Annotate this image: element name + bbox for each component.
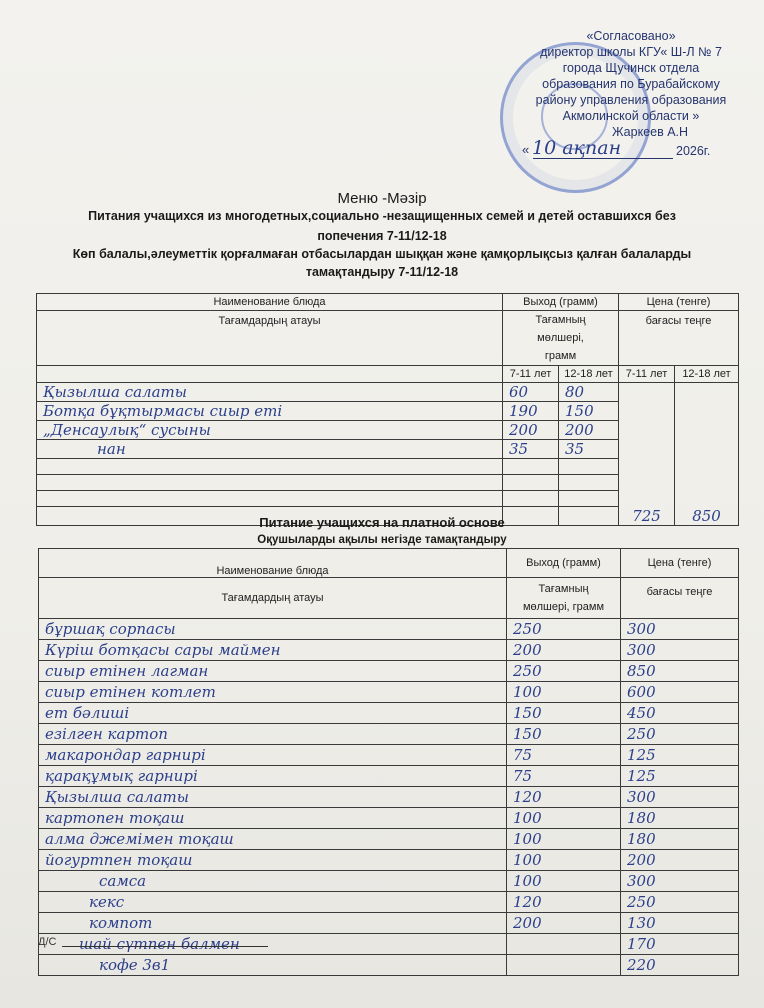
approval-line: Акмолинской области »	[562, 109, 700, 123]
table-row	[39, 640, 739, 661]
menu-title: Меню -Мәзір	[337, 190, 427, 207]
header-name-ru: Наименование блюда	[37, 294, 503, 311]
ds-label: Д/С	[38, 936, 57, 948]
yield-7-11: 200	[503, 421, 559, 440]
table-row	[39, 787, 739, 808]
dish-name: компот	[39, 913, 507, 934]
table-row	[39, 661, 739, 682]
table-row	[39, 766, 739, 787]
approval-line: города Щучинск отдела	[562, 61, 700, 75]
date-year: 2026г.	[676, 144, 711, 158]
header-price-ru: Цена (тенге)	[619, 294, 739, 311]
empty-cell	[559, 459, 619, 475]
dish-name: кофе 3в1	[39, 955, 507, 976]
dish-name: Қызылша салаты	[37, 383, 503, 402]
table-row	[39, 955, 739, 976]
empty-cell	[559, 475, 619, 491]
table-row	[39, 703, 739, 724]
yield: 120	[507, 787, 621, 808]
header-price-kz: бағасы теңге	[621, 578, 739, 619]
free-meal-table	[36, 293, 739, 526]
yield: 120	[507, 892, 621, 913]
yield: 100	[507, 682, 621, 703]
dish-name: бұршақ сорпасы	[39, 619, 507, 640]
age-col: 7-11 лет	[619, 366, 675, 383]
kz-subtitle-line2: тамақтандыру 7-11/12-18	[305, 265, 459, 279]
dish-name: шай сүтпен балмен	[39, 934, 507, 955]
empty-cell	[37, 366, 503, 383]
ds-signature-line	[62, 946, 268, 947]
dish-name: кекс	[39, 892, 507, 913]
yield-7-11: 35	[503, 440, 559, 459]
header-name-kz: Тағамдардың атауы	[39, 578, 507, 619]
empty-cell	[503, 491, 559, 507]
table-row	[39, 850, 739, 871]
header-price-kz: бағасы теңге	[619, 311, 739, 366]
yield: 100	[507, 808, 621, 829]
dish-name: Күріш ботқасы сары маймен	[39, 640, 507, 661]
header-yield-ru: Выход (грамм)	[503, 294, 619, 311]
approval-line: образования по Бурабайскому	[542, 77, 720, 91]
yield-12-18: 35	[559, 440, 619, 459]
yield: 250	[507, 619, 621, 640]
price: 600	[621, 682, 739, 703]
header-yield-kz: Тағамның мөлшері, грамм	[507, 578, 621, 619]
price: 220	[621, 955, 739, 976]
dish-name: Ботқа бұқтырмасы сиыр еті	[37, 402, 503, 421]
date-open-quote: «	[522, 142, 530, 157]
table-row	[39, 829, 739, 850]
total-12-18: 850	[675, 383, 739, 526]
dish-name: қарақұмық гарнирі	[39, 766, 507, 787]
dish-name: сиыр етінен лагман	[39, 661, 507, 682]
yield-7-11: 60	[503, 383, 559, 402]
age-col: 7-11 лет	[503, 366, 559, 383]
empty-cell	[559, 491, 619, 507]
price: 250	[621, 892, 739, 913]
table-row	[39, 808, 739, 829]
yield-7-11: 190	[503, 402, 559, 421]
price: 180	[621, 829, 739, 850]
price: 450	[621, 703, 739, 724]
date-handwritten: 10 ақпан	[532, 137, 622, 159]
dish-name: картопен тоқаш	[39, 808, 507, 829]
yield: 75	[507, 766, 621, 787]
price: 130	[621, 913, 739, 934]
price: 180	[621, 808, 739, 829]
table-row	[39, 871, 739, 892]
yield: 75	[507, 745, 621, 766]
price: 300	[621, 619, 739, 640]
header-name-ru: Наименование блюда	[39, 549, 507, 578]
yield: 150	[507, 703, 621, 724]
approval-line: «Согласовано»	[586, 29, 676, 43]
price: 300	[621, 640, 739, 661]
dish-name: нан	[37, 440, 503, 459]
dish-name: „Денсаулық“ сусыны	[37, 421, 503, 440]
table-row	[39, 745, 739, 766]
paid-meal-table	[38, 548, 739, 976]
price: 170	[621, 934, 739, 955]
price: 300	[621, 787, 739, 808]
yield-12-18: 80	[559, 383, 619, 402]
header-yield-kz: Тағамның мөлшері, грамм	[503, 311, 619, 366]
empty-cell	[37, 491, 503, 507]
age-col: 12-18 лет	[559, 366, 619, 383]
dish-name: ет бәлиші	[39, 703, 507, 724]
table-row	[39, 619, 739, 640]
header-yield-ru: Выход (грамм)	[507, 549, 621, 578]
price: 250	[621, 724, 739, 745]
yield: 100	[507, 829, 621, 850]
price: 125	[621, 745, 739, 766]
dish-name: Қызылша салаты	[39, 787, 507, 808]
table-row	[37, 383, 739, 402]
yield	[507, 934, 621, 955]
empty-cell	[503, 459, 559, 475]
yield: 200	[507, 640, 621, 661]
dish-name: алма джемімен тоқаш	[39, 829, 507, 850]
price: 300	[621, 871, 739, 892]
price: 200	[621, 850, 739, 871]
total-7-11: 725	[619, 383, 675, 526]
date-underline	[533, 158, 673, 159]
table-row	[39, 934, 739, 955]
price: 125	[621, 766, 739, 787]
yield-12-18: 200	[559, 421, 619, 440]
dish-name: сиыр етінен котлет	[39, 682, 507, 703]
yield-12-18: 150	[559, 402, 619, 421]
empty-cell	[503, 475, 559, 491]
yield: 100	[507, 871, 621, 892]
header-name-kz: Тағамдардың атауы	[37, 311, 503, 366]
empty-cell	[37, 459, 503, 475]
table-row	[39, 682, 739, 703]
approval-line: району управления образования	[535, 93, 727, 107]
dish-name: макарондар гарнирі	[39, 745, 507, 766]
ru-subtitle-line2: попечения 7-11/12-18	[317, 229, 447, 243]
paid-title-ru: Питание учащихся на платной основе	[259, 515, 505, 530]
paid-title-kz: Оқушыларды ақылы негізде тамақтандыру	[257, 534, 507, 546]
approval-block	[506, 28, 756, 124]
yield: 150	[507, 724, 621, 745]
dish-name: йогуртпен тоқаш	[39, 850, 507, 871]
header-price-ru: Цена (тенге)	[621, 549, 739, 578]
table-row	[39, 724, 739, 745]
yield: 250	[507, 661, 621, 682]
yield: 200	[507, 913, 621, 934]
yield: 100	[507, 850, 621, 871]
kz-subtitle-line1: Көп балалы,әлеуметтік қорғалмаған отбасылардан шыққан және қамқорлықсыз қалған балаларды	[72, 247, 692, 261]
dish-name: самса	[39, 871, 507, 892]
dish-name: езілген картоп	[39, 724, 507, 745]
price: 850	[621, 661, 739, 682]
ru-subtitle-line1: Питания учащихся из многодетных,социально -незащищенных семей и детей оставшихся без	[88, 209, 676, 223]
empty-cell	[37, 475, 503, 491]
age-col: 12-18 лет	[675, 366, 739, 383]
approval-line: директор школы КГУ« Ш-Л № 7	[540, 45, 722, 59]
yield	[507, 955, 621, 976]
table-row	[39, 892, 739, 913]
signer-name: Жаркеев А.Н	[612, 125, 689, 139]
table-row	[39, 913, 739, 934]
